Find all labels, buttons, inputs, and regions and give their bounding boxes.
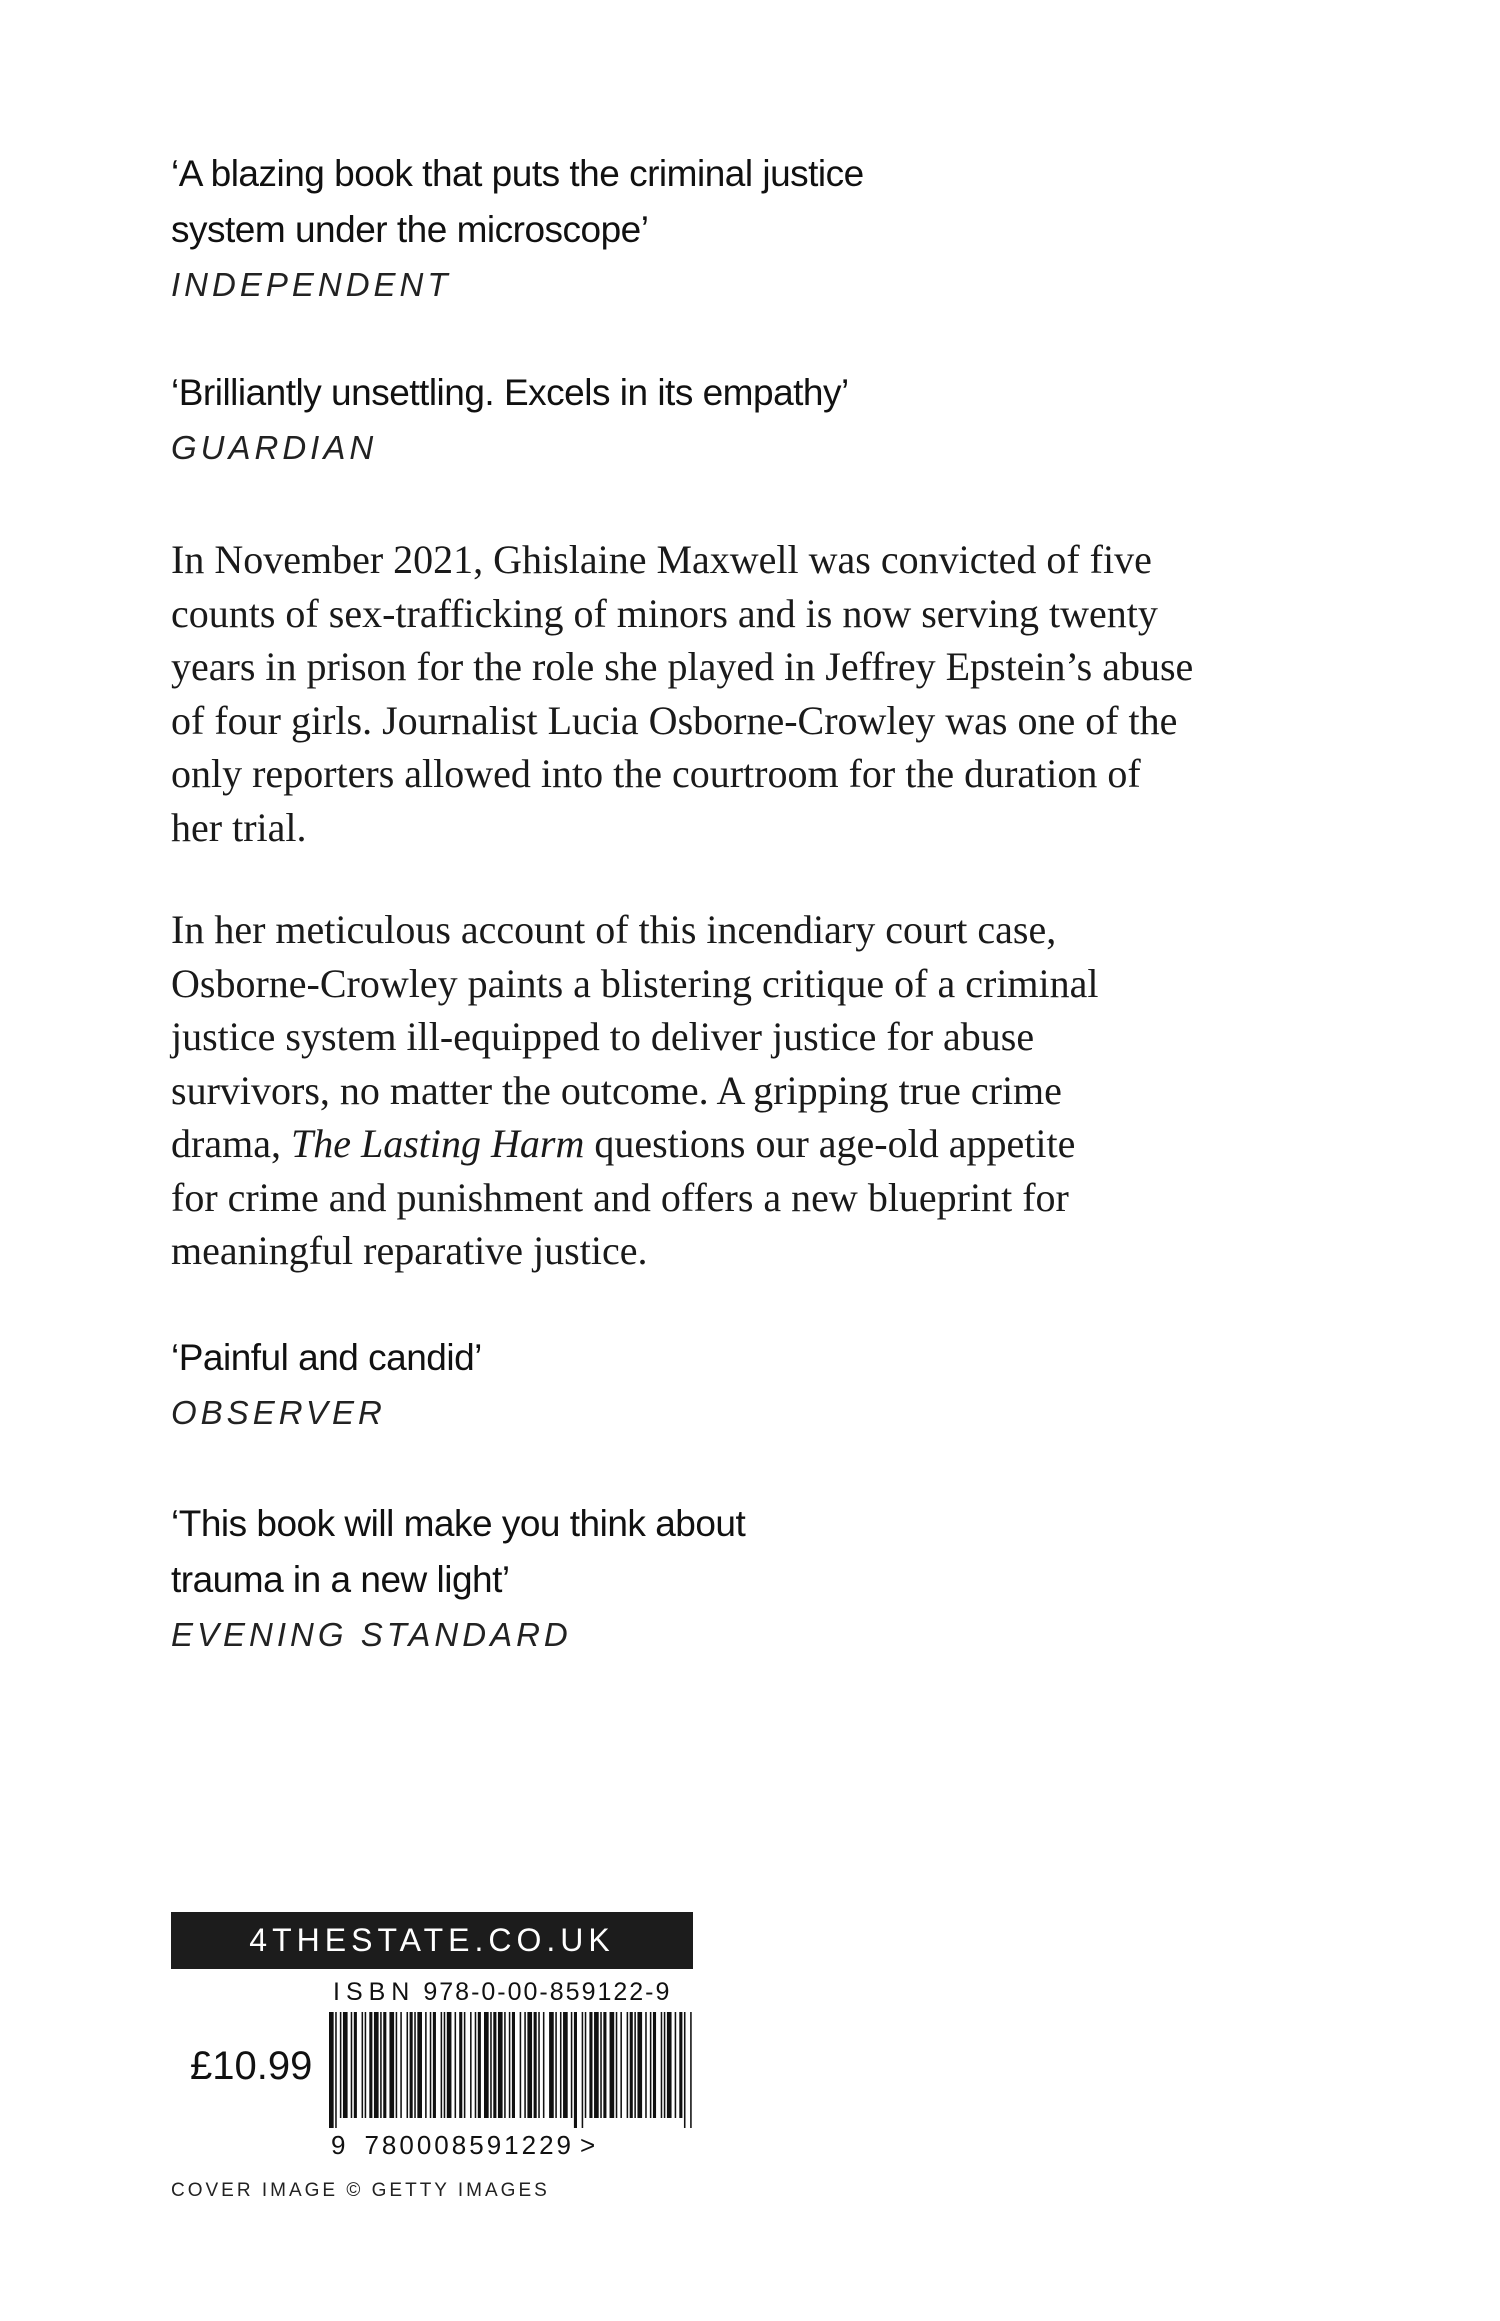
quote-source-2: GUARDIAN [171,429,378,466]
book-title: The Lasting Harm [290,1121,585,1166]
press-quote-4 [171,1496,1071,1608]
press-quote-1 [171,146,1071,258]
barcode-bar [571,2012,573,2118]
barcode-bar [459,2012,462,2118]
barcode-bar [430,2012,432,2118]
synopsis-line: meaningful reparative justice. [171,1228,648,1273]
barcode-bar [610,2012,615,2118]
barcode-bar [365,2012,367,2118]
barcode-bar [464,2012,466,2118]
barcode-bar [417,2012,422,2118]
barcode-quiet-zone: > [580,2130,597,2160]
barcode-bar [650,2012,652,2118]
barcode-bar [594,2012,599,2118]
synopsis-line: Osborne-Crowley paints a blistering critique of a criminal [171,960,1099,1006]
barcode-bar [433,2012,436,2118]
press-quote-2 [171,365,1071,421]
synopsis-paragraph-2 [171,903,1371,1278]
quote-line: ‘Brilliantly unsettling. Excels in its empathy’ [171,372,849,413]
barcode-bar [664,2012,666,2118]
synopsis-line [171,1117,1371,1171]
barcode-bar [504,2012,506,2118]
barcode-bar [414,2012,416,2118]
barcode-bar [645,2012,647,2118]
barcode-bar [679,2012,682,2118]
synopsis-line: counts of sex-trafficking of minors and is now serving twenty [171,590,1158,636]
barcode-number: 780008591229 [364,2130,574,2160]
barcode-bar [582,2012,584,2128]
barcode-bar [630,2012,633,2118]
barcode-bar [661,2012,663,2118]
barcode-bar [667,2012,672,2118]
barcode-bar [362,2012,364,2118]
barcode-bar [329,2012,334,2128]
barcode-bar [634,2012,636,2118]
quote-line: system under the microscope’ [171,209,649,250]
quote-source-3: OBSERVER [171,1394,386,1431]
barcode-bar [470,2012,472,2118]
quote-source-1: INDEPENDENT [171,266,452,303]
barcode [327,2012,697,2128]
barcode-bar [425,2012,427,2118]
barcode-bar [490,2012,492,2118]
barcode-bar [563,2012,568,2118]
barcode-bar [549,2012,554,2118]
barcode-bar [538,2012,540,2118]
quote-line: ‘A blazing book that puts the criminal justice [171,153,864,194]
barcode-bar [455,2012,457,2118]
quote-line: trauma in a new light’ [171,1559,510,1600]
synopsis-paragraph-1 [171,533,1371,854]
synopsis-text: questions our age-old appetite [584,1121,1076,1166]
barcode-bar [600,2012,602,2118]
barcode-bar [478,2012,481,2118]
barcode-bar [493,2012,496,2118]
barcode-bar [444,2012,446,2118]
synopsis-text: drama, [171,1121,291,1166]
barcode-bar [589,2012,592,2118]
barcode-bar [512,2012,515,2118]
synopsis-line: survivors, no matter the outcome. A gripping true crime [171,1067,1062,1113]
barcode-bar [400,2012,402,2118]
barcode-bar [560,2012,562,2118]
synopsis-line: years in prison for the role she played in Jeffrey Epstein’s abuse [171,644,1194,689]
cover-credit: COVER IMAGE © GETTY IMAGES [171,2180,550,2201]
barcode-bar [335,2012,337,2128]
synopsis-line: her trial. [171,804,307,850]
barcode-bar [603,2012,606,2118]
quote-line: ‘This book will make you think about [171,1503,746,1544]
barcode-bar [383,2012,386,2118]
barcode-bar [527,2012,532,2118]
synopsis-line: for crime and punishment and offers a new blueprint for [171,1174,1069,1220]
barcode-bar [585,2012,587,2118]
barcode-bar [354,2012,357,2118]
barcode-bar [620,2012,622,2118]
barcode-bar [343,2012,348,2118]
barcode-lead-digit: 9 [331,2130,347,2160]
barcode-bar [441,2012,443,2118]
barcode-bar [498,2012,503,2118]
barcode-bar [543,2012,545,2118]
barcode-bar [509,2012,511,2118]
barcode-bar [627,2012,629,2118]
synopsis-line: of four girls. Journalist Lucia Osborne-Crowley was one of the [171,697,1178,743]
barcode-bar [534,2012,537,2118]
barcode-bar [520,2012,522,2118]
isbn-label: ISBN [333,1978,416,2006]
barcode-bar [653,2012,656,2118]
barcode-bar [574,2012,577,2128]
barcode-bar [524,2012,526,2118]
barcode-bar [340,2012,342,2118]
barcode-bar [690,2012,692,2128]
barcode-bar [380,2012,382,2118]
publisher-website-bar [171,1912,693,1969]
barcode-digits [331,2130,596,2161]
barcode-bar [484,2012,489,2118]
barcode-bar [616,2012,618,2118]
press-quote-3 [171,1330,1071,1386]
barcode-bar [369,2012,372,2118]
quote-source-4: EVENING STANDARD [171,1616,572,1653]
barcode-bar [684,2012,686,2128]
publisher-website: 4THESTATE.CO.UK [249,1922,615,1958]
barcode-bar [389,2012,394,2118]
synopsis-line: In her meticulous account of this incendiary court case, [171,907,1057,952]
barcode-bar [637,2012,642,2118]
isbn [333,1978,671,2007]
isbn-number: 978-0-00-859122-9 [423,1978,672,2006]
barcode-bar [374,2012,379,2118]
barcode-bar [675,2012,677,2118]
barcode-bar [351,2012,353,2118]
barcode-bar [396,2012,398,2118]
quote-line: ‘Painful and candid’ [171,1337,482,1378]
barcode-bar [447,2012,452,2118]
synopsis-line: justice system ill-equipped to deliver justice for abuse [171,1014,1035,1059]
barcode-bar [407,2012,409,2118]
barcode-bar [410,2012,413,2118]
price: £10.99 [190,2044,313,2088]
synopsis-line: In November 2021, Ghislaine Maxwell was convicted of five [171,537,1152,582]
synopsis-line: only reporters allowed into the courtroom for the duration of [171,751,1141,796]
barcode-bar [475,2012,477,2118]
barcode-bar [555,2012,557,2118]
